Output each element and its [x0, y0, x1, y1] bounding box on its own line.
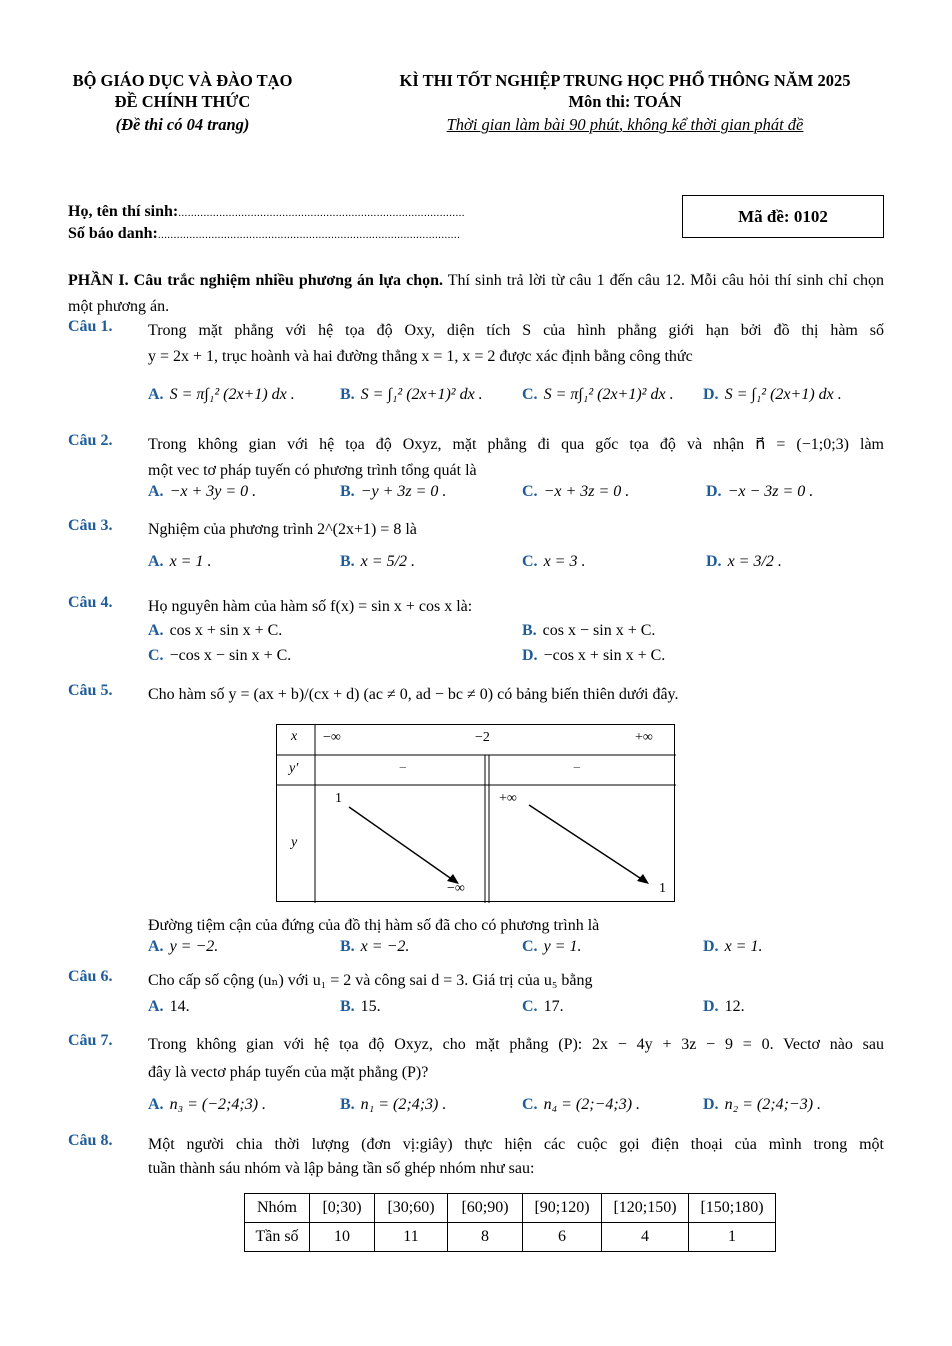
- q5-label: Câu 5.: [68, 682, 113, 699]
- freq-header-cell: [30;60): [375, 1194, 448, 1223]
- exam-code-box: Mã đề: 0102: [682, 195, 884, 238]
- freq-value-cell: Tần số: [245, 1223, 310, 1252]
- q1-option-c[interactable]: C. S = π∫₁² (2x+1)² dx .: [522, 386, 674, 403]
- q6-text1: Cho cấp số cộng (uₙ) với u₁ = 2 và công sai d = 3. Giá trị của u₅ bằng: [148, 972, 593, 989]
- q7-option-a[interactable]: A. n₃ = (−2;4;3) .: [148, 1096, 267, 1113]
- q5-option-c[interactable]: C. y = 1.: [522, 938, 582, 955]
- arrow-left: [349, 807, 453, 880]
- vt-yp-label: y′: [289, 761, 299, 776]
- q1-option-b[interactable]: B. S = ∫₁² (2x+1)² dx .: [340, 386, 483, 403]
- vt-d-left: −: [399, 761, 407, 776]
- q2-text1: Trong không gian với hệ tọa độ Oxyz, mặt phẳng đi qua gốc tọa độ và nhận n⃗ = (−1;0;3) làm: [148, 436, 884, 453]
- q3-option-d[interactable]: D. x = 3/2 .: [706, 553, 782, 570]
- q5-option-a[interactable]: A. y = −2.: [148, 938, 219, 955]
- q5-option-d[interactable]: D. x = 1.: [703, 938, 763, 955]
- freq-value-cell: 8: [448, 1223, 523, 1252]
- q7-option-b[interactable]: B. n₁ = (2;4;3) .: [340, 1096, 447, 1113]
- q4-option-a[interactable]: A. cos x + sin x + C.: [148, 622, 283, 639]
- vt-d-right: −: [573, 761, 581, 776]
- freq-value-cell: 10: [310, 1223, 375, 1252]
- freq-value-cell: 11: [375, 1223, 448, 1252]
- vt-y-bot-right: 1: [659, 881, 666, 896]
- q2-label: Câu 2.: [68, 432, 113, 449]
- q7-label: Câu 7.: [68, 1032, 113, 1049]
- q7-text2: đây là vectơ pháp tuyến của mặt phẳng (P)?: [148, 1064, 429, 1081]
- q6-option-d[interactable]: D. 12.: [703, 998, 745, 1015]
- q1-text2: y = 2x + 1, trục hoành và hai đường thẳng x = 1, x = 2 được xác định bằng công thức: [148, 348, 693, 365]
- name-dots: ...........................................................................................: [178, 207, 465, 219]
- freq-value-row: [245, 1223, 776, 1252]
- subject: Môn thi: TOÁN: [568, 92, 682, 111]
- freq-header-cell: [120;150): [602, 1194, 689, 1223]
- q7-option-c[interactable]: C. n₄ = (2;−4;3) .: [522, 1096, 641, 1113]
- freq-header-row: [245, 1194, 776, 1223]
- q7-text1: Trong không gian với hệ tọa độ Oxyz, cho mặt phẳng (P): 2x − 4y + 3z − 9 = 0. Vectơ nào sau: [148, 1036, 884, 1053]
- exam-title: KÌ THI TỐT NGHIỆP TRUNG HỌC PHỔ THÔNG NĂM 2025: [399, 71, 851, 90]
- freq-value-cell: 6: [523, 1223, 602, 1252]
- q3-option-c[interactable]: C. x = 3 .: [522, 553, 586, 570]
- time-limit: Thời gian làm bài 90 phút, không kể thời gian phát đề: [446, 115, 804, 134]
- part1-intro: [68, 268, 884, 320]
- q8-label: Câu 8.: [68, 1132, 113, 1149]
- q7-option-d[interactable]: D. n₂ = (2;4;−3) .: [703, 1096, 822, 1113]
- q6-label: Câu 6.: [68, 968, 113, 985]
- q1-option-d[interactable]: D. S = ∫₁² (2x+1) dx .: [703, 386, 842, 403]
- vt-y-label: y: [291, 835, 298, 850]
- frequency-table: [244, 1193, 776, 1252]
- q6-option-c[interactable]: C. 17.: [522, 998, 564, 1015]
- freq-header-cell: [150;180): [689, 1194, 776, 1223]
- part1-title: PHẦN I. Câu trắc nghiệm nhiều phương án lựa chọn.: [68, 272, 443, 289]
- q4-label: Câu 4.: [68, 594, 113, 611]
- q2-text2: một vec tơ pháp tuyến có phương trình tổng quát là: [148, 462, 477, 479]
- name-label: Họ, tên thí sinh:: [68, 203, 179, 220]
- q4-text1: Họ nguyên hàm của hàm số f(x) = sin x + cos x là:: [148, 598, 473, 615]
- q3-option-b[interactable]: B. x = 5/2 .: [340, 553, 416, 570]
- q8-text1: Một người chia thời lượng (đơn vị:giây) thực hiện các cuộc gọi điện thoại của mình trong một: [148, 1136, 884, 1153]
- id-field: [68, 225, 460, 243]
- vt-y-top-left: 1: [335, 791, 342, 806]
- q1-text1: Trong mặt phẳng với hệ tọa độ Oxy, diện tích S của hình phẳng giới hạn bởi đồ thị hàm số: [148, 322, 884, 339]
- variation-table-grid: [277, 725, 676, 903]
- official-label: ĐỀ CHÍNH THỨC: [114, 92, 251, 111]
- vt-x-mid: −2: [475, 730, 490, 745]
- vt-x-right: +∞: [635, 730, 653, 745]
- vt-x-left: −∞: [323, 730, 341, 745]
- q5-option-b[interactable]: B. x = −2.: [340, 938, 410, 955]
- name-field: [68, 203, 465, 221]
- vt-x-label: x: [291, 729, 298, 744]
- q4-option-d[interactable]: D. −cos x + sin x + C.: [522, 647, 666, 664]
- q8-text2: tuần thành sáu nhóm và lập bảng tần số ghép nhóm như sau:: [148, 1160, 535, 1177]
- q1-label: Câu 1.: [68, 318, 113, 335]
- arrow-right: [529, 805, 643, 880]
- vt-y-bot-left: −∞: [447, 881, 465, 896]
- arrowhead-right: [637, 874, 649, 884]
- q2-option-c[interactable]: C. −x + 3z = 0 .: [522, 483, 630, 500]
- q5-text2: Đường tiệm cận của đứng của đồ thị hàm số đã cho có phương trình là: [148, 917, 600, 934]
- q3-option-a[interactable]: A. x = 1 .: [148, 553, 212, 570]
- q3-label: Câu 3.: [68, 517, 113, 534]
- freq-header-cell: [90;120): [523, 1194, 602, 1223]
- ministry: BỘ GIÁO DỤC VÀ ĐÀO TẠO: [72, 71, 293, 90]
- part1-desc: Thí sinh trả lời từ câu 1 đến câu 12. Mỗi câu hỏi thí sinh chỉ chọn một phương án.: [68, 272, 885, 315]
- freq-header-cell: [0;30): [310, 1194, 375, 1223]
- variation-table: [276, 724, 675, 902]
- q3-text1: Nghiệm của phương trình 2^(2x+1) = 8 là: [148, 521, 417, 538]
- q6-option-a[interactable]: A. 14.: [148, 998, 190, 1015]
- freq-value-cell: 4: [602, 1223, 689, 1252]
- id-label: Số báo danh:: [68, 225, 158, 242]
- q1-option-a[interactable]: A. S = π∫₁² (2x+1) dx .: [148, 386, 295, 403]
- q6-option-b[interactable]: B. 15.: [340, 998, 381, 1015]
- page-count: (Đề thi có 04 trang): [115, 115, 250, 134]
- q2-option-b[interactable]: B. −y + 3z = 0 .: [340, 483, 447, 500]
- freq-header-cell: [60;90): [448, 1194, 523, 1223]
- q4-option-c[interactable]: C. −cos x − sin x + C.: [148, 647, 292, 664]
- q5-text1: Cho hàm số y = (ax + b)/(cx + d) (ac ≠ 0, ad − bc ≠ 0) có bảng biến thiên dưới đây.: [148, 686, 679, 703]
- q4-option-b[interactable]: B. cos x − sin x + C.: [522, 622, 656, 639]
- q2-option-d[interactable]: D. −x − 3z = 0 .: [706, 483, 814, 500]
- freq-header-cell: Nhóm: [245, 1194, 310, 1223]
- id-dots: ................................................................................................: [157, 229, 461, 241]
- freq-value-cell: 1: [689, 1223, 776, 1252]
- q2-option-a[interactable]: A. −x + 3y = 0 .: [148, 483, 257, 500]
- vt-y-top-right: +∞: [499, 791, 517, 806]
